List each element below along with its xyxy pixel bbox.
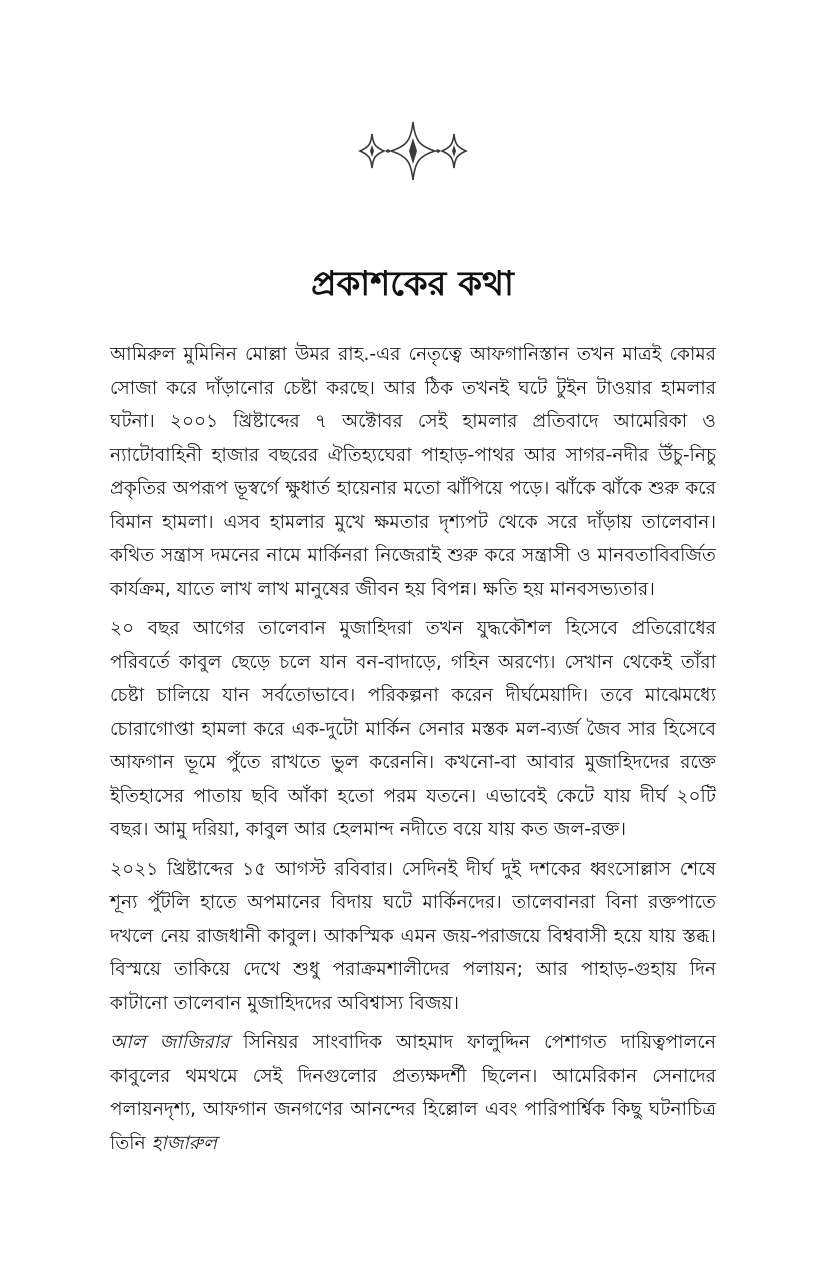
paragraph-2: ২০ বছর আগের তালেবান মুজাহিদরা তখন যুদ্ধকৌশল হিসেবে প্রতিরোধের পরিবর্তে কাবুল ছেড়ে চলে যান বন-বাদাড়ে, গহিন অরণ্যে। সেখান থেকেই তাঁরা চেষ্টা চালিয়ে যান সর্বতোভাবে। পরিকল্পনা করেন দীর্ঘমেয়াদি। তবে মাঝেমধ্যে চোরাগোপ্তা হামলা করে এক-দুটো মার্কিন সেনার মস্তক মল-ব্যর্জ জৈব সার হিসেবে আফগান ভূমে পুঁতে রাখতে ভুল করেননি। কখনো-বা আবার মুজাহিদদের রক্তে ইতিহাসের পাতায় ছবি আঁকা হতো পরম যতনে। এভাবেই কেটে যায় দীর্ঘ ২০টি বছর। আমু দরিয়া, কাবুল আর হেলমান্দ নদীতে বয়ে যায় কত জল-রক্ত। bbox=[110, 618, 716, 840]
four-point-star-ornament-icon bbox=[351, 118, 475, 184]
paragraph-3: ২০২১ খ্রিষ্টাব্দের ১৫ আগস্ট রবিবার। সেদিনই দীর্ঘ দুই দশকের ধ্বংসোল্লাস শেষে শূন্য পুঁটলি হাতে অপমানের বিদায় ঘটে মার্কিনদের। তালেবানরা বিনা রক্তপাতে দখলে নেয় রাজধানী কাবুল। আকস্মিক এমন জয়-পরাজয়ে বিশ্ববাসী হয়ে যায় স্তব্ধ। বিস্ময়ে তাকিয়ে দেখে শুধু পরাক্রমশালীদের পলায়ন; আর পাহাড়-গুহায় দিন কাটানো তালেবান মুজাহিদদের অবিশ্বাস্য বিজয়। bbox=[110, 858, 716, 1014]
header-ornament bbox=[0, 118, 825, 184]
paragraph-4-lead-italic: আল জাজিরার bbox=[110, 1032, 230, 1053]
paragraph-4-tail-italic: হাজারুল bbox=[151, 1132, 217, 1154]
body-text bbox=[110, 338, 716, 1166]
paragraph-1: আমিরুল মুমিনিন মোল্লা উমর রাহ.-এর নেতৃত্বে আফগানিস্তান তখন মাত্রই কোমর সোজা করে দাঁড়ানোর চেষ্টা করছে। আর ঠিক তখনই ঘটে টুইন টাওয়ার হামলার ঘটনা। ২০০১ খ্রিষ্টাব্দের ৭ অক্টোবর সেই হামলার প্রতিবাদে আমেরিকা ও ন্যাটোবাহিনী হাজার বছরের ঐতিহ্যঘেরা পাহাড়-পাথর আর সাগর-নদীর উঁচু-নিচু প্রকৃতির অপরূপ ভূস্বর্গে ক্ষুধার্ত হায়েনার মতো ঝাঁপিয়ে পড়ে। ঝাঁকে ঝাঁকে শুরু করে বিমান হামলা। এসব হামলার মুখে ক্ষমতার দৃশ্যপট থেকে সরে দাঁড়ায় তালেবান। কথিত সন্ত্রাস দমনের নামে মার্কিনরা নিজেরাই শুরু করে সন্ত্রাসী ও মানবতাবিবর্জিত কার্যক্রম, যাতে লাখ লাখ মানুষের জীবন হয় বিপন্ন। ক্ষতি হয় মানবসভ্যতার। bbox=[110, 344, 716, 600]
paragraph-4-text: সিনিয়র সাংবাদিক আহমাদ ফালুদ্দিন পেশাগত দায়িত্বপালনে কাবুলের থমথমে সেই দিনগুলোর প্রত্যক্ষদর্শী ছিলেন। আমেরিকান সেনাদের পলায়নদৃশ্য, আফগান জনগণের আনন্দের হিল্লোল এবং পারিপার্শ্বিক কিছু ঘটনাচিত্র তিনি bbox=[110, 1032, 716, 1154]
paragraph-4 bbox=[110, 1026, 716, 1160]
page-title: প্রকাশকের কথা bbox=[311, 264, 514, 304]
